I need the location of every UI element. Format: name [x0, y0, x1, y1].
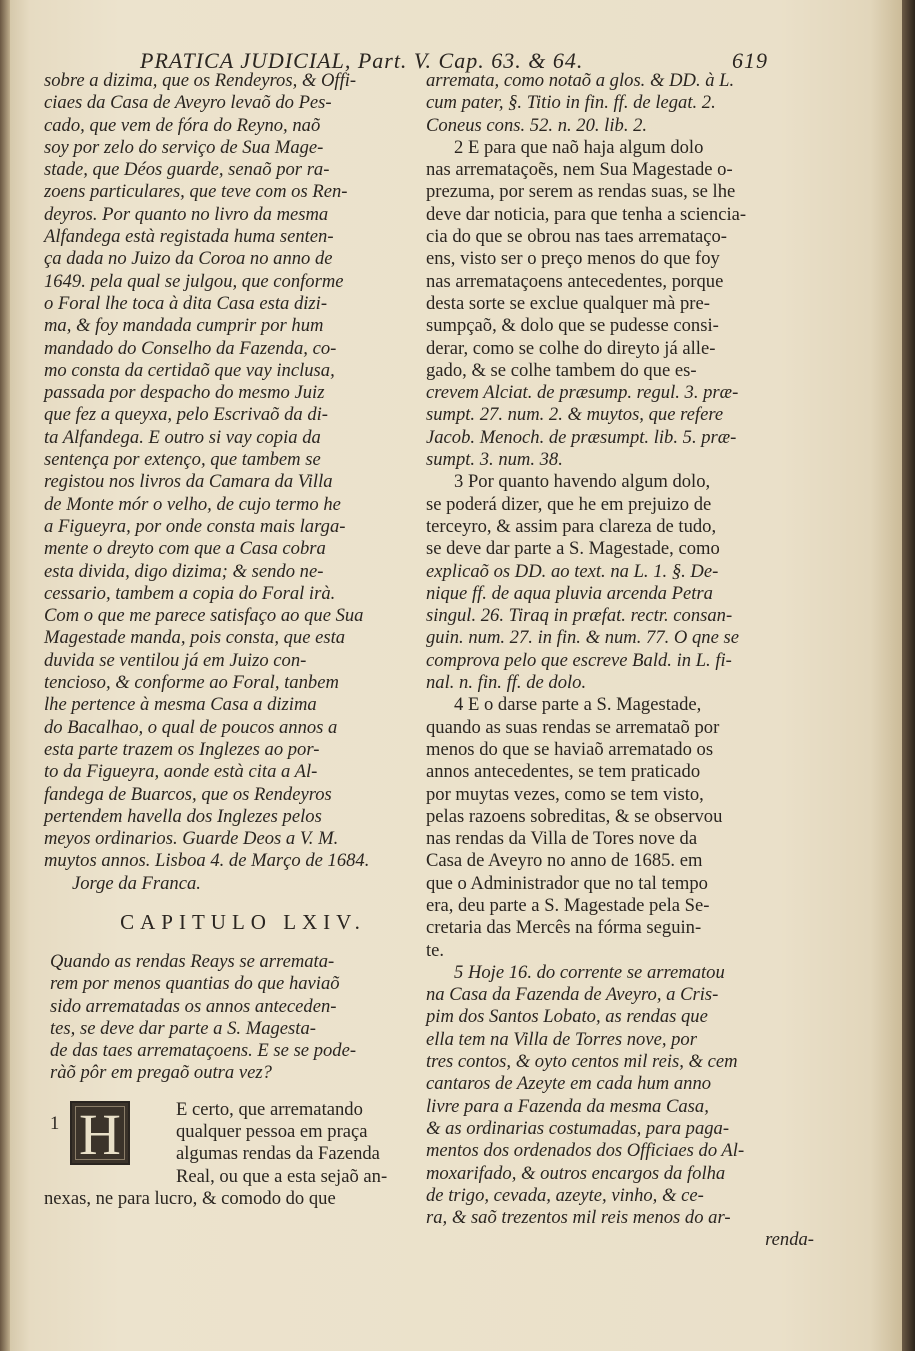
text-line: sumpt. 27. num. 2. & muytos, que refere	[426, 404, 724, 426]
text-line: pim dos Santos Lobato, as rendas que	[426, 1006, 708, 1028]
text-line: Coneus cons. 52. n. 20. lib. 2.	[426, 114, 648, 136]
text-line: cretaria das Mercês na fórma seguin-	[426, 917, 702, 939]
text-line: ràõ pôr em pregaõ outra vez?	[50, 1062, 272, 1084]
text-line: 2 E para que naõ haja algum dolo	[454, 136, 704, 158]
text-line: que fez a queyxa, pelo Escrivaõ da di-	[44, 404, 328, 426]
text-line: do Bacalhao, o qual de poucos annos a	[44, 716, 338, 738]
text-line: mandado do Conselho da Fazenda, co-	[44, 337, 337, 359]
text-line: ma, & foy mandada cumprir por hum	[44, 315, 324, 337]
left-column	[44, 70, 432, 1210]
text-line: ta Alfandega. E outro si vay copia da	[44, 426, 321, 448]
text-line: duvida se ventilou já em Juizo con-	[44, 649, 307, 671]
text-line: a Figueyra, por onde consta mais larga-	[44, 515, 346, 537]
text-line: Casa de Aveyro no anno de 1685. em	[426, 850, 703, 872]
text-line: 5 Hoje 16. do corrente se arrematou	[454, 961, 725, 983]
text-line: esta parte trazem os Inglezes ao por-	[44, 738, 320, 760]
text-line: sobre a dizima, que os Rendeyros, & Offi-	[44, 70, 357, 91]
right-column	[426, 70, 814, 1252]
text-line: se deve dar parte a S. Magestade, como	[426, 538, 720, 560]
text-line: ella tem na Villa de Torres nove, por	[426, 1028, 697, 1050]
book-spine-shadow	[0, 0, 10, 1351]
text-line: por muytas vezes, como se tem visto,	[426, 783, 704, 805]
text-line: singul. 26. Tiraq in præfat. rectr. consan-	[426, 605, 733, 627]
running-title: PRATICA JUDICIAL, Part. V. Cap. 63. & 64.	[140, 48, 584, 73]
text-line: livre para a Fazenda da mesma Casa,	[426, 1095, 709, 1117]
text-line: crevem Alciat. de præsump. regul. 3. præ-	[426, 382, 739, 404]
chapter-summary	[44, 951, 432, 1085]
text-line: passada por despacho do mesmo Juiz	[44, 382, 325, 404]
text-line: guin. num. 27. in fin. & num. 77. O qne se	[426, 627, 739, 649]
text-line: stade, que Déos guarde, senaõ por ra-	[44, 159, 330, 181]
text-line: nal. n. fin. ff. de dolo.	[426, 672, 587, 694]
text-line: cum pater, §. Titio in fin. ff. de legat. 2.	[426, 92, 716, 114]
text-line: Real, ou que a esta sejaõ an-	[176, 1165, 388, 1187]
text-line: E certo, que arrematando	[176, 1098, 363, 1120]
text-line: ça dada no Juizo da Coroa no anno de	[44, 248, 333, 270]
text-line: na Casa da Fazenda de Aveyro, a Cris-	[426, 984, 719, 1006]
text-line: esta divida, digo dizima; & sendo ne-	[44, 560, 324, 582]
text-line: mo consta da certidaõ que vay inclusa,	[44, 359, 335, 381]
text-line: nexas, ne para lucro, & comodo do que	[44, 1187, 336, 1209]
text-line: de Monte mór o velho, de cujo termo he	[44, 493, 341, 515]
text-line: cantaros de Azeyte em cada hum anno	[426, 1073, 712, 1095]
text-line: moxarifado, & outros encargos da folha	[426, 1162, 726, 1184]
text-line: nique ff. de aqua pluvia arcenda Petra	[426, 582, 713, 604]
text-line: soy por zelo do serviço de Sua Mage-	[44, 136, 324, 158]
text-line: mentos dos ordenados dos Officiaes do Al-	[426, 1140, 745, 1162]
text-line: explicaõ os DD. ao text. na L. 1. §. De-	[426, 560, 719, 582]
text-line: sentença por extenço, que tambem se	[44, 449, 321, 471]
text-line: tres contos, & oyto centos mil reis, & cem	[426, 1051, 738, 1073]
text-line: comprova pelo que escreve Bald. in L. fi-	[426, 649, 732, 671]
text-line: arremata, como notaõ a glos. & DD. à L.	[426, 70, 735, 91]
text-line: se poderá dizer, que he em prejuizo de	[426, 493, 712, 515]
text-line: to da Figueyra, aonde està cita a Al-	[44, 761, 318, 783]
left-column-text	[44, 70, 432, 895]
text-line: registou nos livros da Camara da Villa	[44, 471, 333, 493]
paragraph-number: 1	[50, 1112, 60, 1134]
text-line: pertendem havella dos Inglezes pelos	[44, 805, 322, 827]
text-line: cado, que vem de fóra do Reyno, naõ	[44, 114, 321, 136]
text-line: Jacob. Menoch. de præsumpt. lib. 5. præ-	[426, 426, 737, 448]
text-line: de das taes arremataçoens. E se se pode-	[50, 1040, 357, 1062]
text-line: cia do que se obrou nas taes arremataço-	[426, 226, 727, 248]
text-line: te.	[426, 939, 445, 961]
text-line: terceyro, & assim para clareza de tudo,	[426, 515, 717, 537]
text-line: Alfandega està registada huma senten-	[44, 226, 334, 248]
chapter-heading: CAPITULO LXIV.	[120, 909, 366, 934]
text-line: quando as suas rendas se arremataõ por	[426, 716, 720, 738]
text-line: era, deu parte a S. Magestade pela Se-	[426, 894, 710, 916]
text-line: mente o dreyto com que a Casa cobra	[44, 538, 326, 560]
paragraph-1	[44, 1099, 432, 1210]
text-line: de trigo, cevada, azeyte, vinho, & ce-	[426, 1184, 704, 1206]
text-line: ra, & saõ trezentos mil reis menos do ar-	[426, 1207, 731, 1229]
text-line: 4 E o darse parte a S. Magestade,	[454, 694, 702, 716]
text-line: deve dar noticia, para que tenha a sciencia-	[426, 203, 747, 225]
text-line: nas arremataçoens antecedentes, porque	[426, 270, 724, 292]
text-line: sumpt. 3. num. 38.	[426, 449, 563, 471]
text-line: algumas rendas da Fazenda	[176, 1143, 380, 1165]
text-line: Quando as rendas Reays se arremata-	[50, 950, 335, 972]
text-line: zoens particulares, que teve com os Ren-	[44, 181, 348, 203]
text-line: Magestade manda, pois consta, que esta	[44, 627, 346, 649]
page-number: 619	[732, 48, 768, 73]
text-line: deyros. Por quanto no livro da mesma	[44, 203, 329, 225]
text-line: tes, se deve dar parte a S. Magesta-	[50, 1017, 316, 1039]
text-line: fandega de Buarcos, que os Rendeyros	[44, 783, 332, 805]
text-line: sido arrematadas os annos anteceden-	[50, 995, 337, 1017]
text-line: sumpçaõ, & dolo que se pudesse consi-	[426, 315, 719, 337]
text-line: qualquer pessoa em praça	[176, 1121, 368, 1143]
text-line: & as ordinarias costumadas, para paga-	[426, 1117, 730, 1139]
text-line: 3 Por quanto havendo algum dolo,	[454, 471, 711, 493]
text-line: meyos ordinarios. Guarde Deos a V. M.	[44, 828, 339, 850]
text-line: derar, como se colhe do direyto já alle-	[426, 337, 716, 359]
text-line: ens, visto ser o preço menos do que foy	[426, 248, 720, 270]
text-line: Com o que me parece satisfaço ao que Sua	[44, 605, 364, 627]
text-line: cessario, tambem a copia do Foral irà.	[44, 582, 336, 604]
text-line: nas arremataçoẽs, nem Sua Magestade o-	[426, 159, 733, 181]
text-line: nas rendas da Villa de Tores nove da	[426, 828, 698, 850]
text-line: Jorge da Franca.	[72, 872, 201, 894]
text-line: o Foral lhe toca à dita Casa esta dizi-	[44, 292, 328, 314]
text-line: lhe pertence à mesma Casa a dizima	[44, 694, 317, 716]
text-line: renda-	[765, 1229, 814, 1251]
text-line: tencioso, & conforme ao Foral, tanbem	[44, 672, 339, 694]
text-line: que o Administrador que no tal tempo	[426, 872, 708, 894]
text-line: 1649. pela qual se julgou, que conforme	[44, 270, 344, 292]
page-edge-shadow	[902, 0, 915, 1351]
text-line: gado, & se colhe tambem do que es-	[426, 359, 697, 381]
text-line: pelas razoens sobreditas, & se observou	[426, 805, 723, 827]
text-line: menos do que se haviaõ arrematado os	[426, 738, 714, 760]
text-line: ciaes da Casa de Aveyro levaõ do Pes-	[44, 92, 332, 114]
text-line: muytos annos. Lisboa 4. de Março de 1684.	[44, 850, 370, 872]
text-line: rem por menos quantias do que haviaõ	[50, 973, 340, 995]
text-line: desta sorte se exclue qualquer mà pre-	[426, 292, 710, 314]
decorated-initial: H	[70, 1101, 130, 1165]
text-line: annos antecedentes, se tem praticado	[426, 761, 701, 783]
text-line: prezuma, por serem as rendas suas, se lhe	[426, 181, 736, 203]
right-column-text	[426, 70, 814, 1252]
